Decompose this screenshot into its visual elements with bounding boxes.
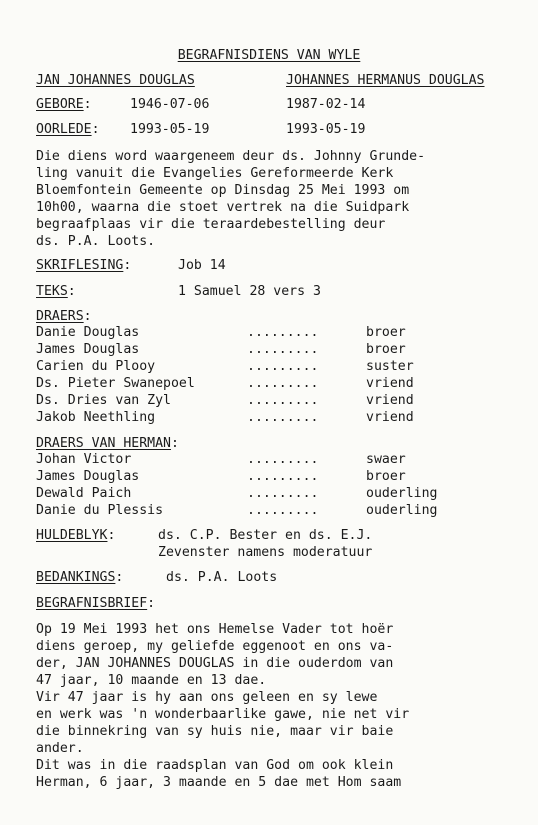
born-colon: : <box>83 97 92 112</box>
herman-bearer-name: Danie du Plessis <box>36 503 164 518</box>
thanks-heading <box>36 570 123 586</box>
bearer-dots: ......... <box>247 359 319 374</box>
name-johannes: JOHANNES HERMANUS DOUGLAS <box>286 73 485 88</box>
scripture-value: Job 14 <box>178 258 226 273</box>
bearer-dots: ......... <box>247 376 319 391</box>
service-line: Bloemfontein Gemeente op Dinsdag 25 Mei 1993 om <box>36 183 410 198</box>
letter-line: Op 19 Mei 1993 het ons Hemelse Vader tot hoër <box>36 622 394 637</box>
letter-label: BEGRAFNISBRIEF <box>36 596 148 611</box>
herman-bearers-colon: : <box>170 436 179 451</box>
herman-bearer-name: James Douglas <box>36 469 140 484</box>
bearer-relation: vriend <box>366 410 414 425</box>
herman-bearers-heading <box>36 436 179 452</box>
bearer-relation: suster <box>366 359 414 374</box>
herman-bearer-name: Johan Victor <box>36 452 132 467</box>
died-date-jan: 1993-05-19 <box>130 122 210 137</box>
thanks-colon: : <box>115 570 124 585</box>
bearer-dots: ......... <box>247 342 319 357</box>
herman-bearer-dots: ......... <box>247 503 319 518</box>
scripture-label-row <box>36 258 131 274</box>
text-value: 1 Samuel 28 vers 3 <box>178 284 321 299</box>
bearer-relation: vriend <box>366 376 414 391</box>
name-jan: JAN JOHANNES DOUGLAS <box>36 73 195 88</box>
bearer-relation: vriend <box>366 393 414 408</box>
tribute-heading <box>36 528 115 544</box>
scripture-label: SKRIFLESING <box>36 258 124 273</box>
died-row <box>36 122 100 138</box>
letter-line: diens geroep, my geliefde eggenoot en ons va- <box>36 639 394 654</box>
herman-bearer-relation: swaer <box>366 452 406 467</box>
born-date-jan: 1946-07-06 <box>130 97 210 112</box>
letter-line: en werk was 'n wonderbaarlike gawe, nie net vir <box>36 707 410 722</box>
herman-bearer-dots: ......... <box>247 469 319 484</box>
bearers-colon: : <box>83 309 92 324</box>
born-label: GEBORE <box>36 97 84 112</box>
thanks-label: BEDANKINGS <box>36 570 116 585</box>
bearer-dots: ......... <box>247 393 319 408</box>
service-line: ds. P.A. Loots. <box>36 234 156 249</box>
died-label: OORLEDE <box>36 122 92 137</box>
herman-bearer-dots: ......... <box>247 452 319 467</box>
letter-line: 47 jaar, 10 maande en 13 dae. <box>36 673 267 688</box>
document-title: BEGRAFNISDIENS VAN WYLE <box>177 48 361 63</box>
letter-line: Dit was in die raadsplan van God om ook klein <box>36 758 394 773</box>
text-label-row <box>36 284 76 300</box>
text-colon: : <box>67 284 76 299</box>
bearer-name: James Douglas <box>36 342 140 357</box>
bearer-name: Ds. Pieter Swanepoel <box>36 376 195 391</box>
bearer-dots: ......... <box>247 410 319 425</box>
herman-bearer-dots: ......... <box>247 486 319 501</box>
letter-line: ander. <box>36 741 84 756</box>
herman-bearer-relation: ouderling <box>366 486 438 501</box>
herman-bearer-relation: broer <box>366 469 406 484</box>
bearer-relation: broer <box>366 325 406 340</box>
herman-bearers-label: DRAERS VAN HERMAN <box>36 436 171 451</box>
herman-bearer-name: Dewald Paich <box>36 486 132 501</box>
letter-line: der, JAN JOHANNES DOUGLAS in die ouderdom van <box>36 656 394 671</box>
tribute-label: HULDEBLYK <box>36 528 108 543</box>
died-date-johannes: 1993-05-19 <box>286 122 366 137</box>
letter-line: Vir 47 jaar is hy aan ons geleen en sy lewe <box>36 690 378 705</box>
bearer-name: Jakob Neethling <box>36 410 156 425</box>
tribute-line: Zevenster namens moderatuur <box>158 545 373 560</box>
service-line: 10h00, waarna die stoet vertrek na die Suidpark <box>36 200 410 215</box>
service-line: ling vanuit die Evangelies Gereformeerde Kerk <box>36 166 394 181</box>
scripture-colon: : <box>123 258 132 273</box>
bearer-name: Ds. Dries van Zyl <box>36 393 171 408</box>
thanks-value: ds. P.A. Loots <box>166 570 278 585</box>
service-line: Die diens word waargeneem deur ds. Johnny Grunde- <box>36 149 426 164</box>
born-row <box>36 97 92 113</box>
died-colon: : <box>91 122 100 137</box>
text-label: TEKS <box>36 284 68 299</box>
letter-line: Herman, 6 jaar, 3 maande en 5 dae met Hom saam <box>36 775 402 790</box>
tribute-colon: : <box>107 528 116 543</box>
herman-bearer-relation: ouderling <box>366 503 438 518</box>
bearers-heading <box>36 309 92 325</box>
bearers-label: DRAERS <box>36 309 84 324</box>
bearer-relation: broer <box>366 342 406 357</box>
bearer-dots: ......... <box>247 325 319 340</box>
letter-line: die binnekring van sy huis nie, maar vir baie <box>36 724 394 739</box>
bearer-name: Carien du Plooy <box>36 359 156 374</box>
bearer-name: Danie Douglas <box>36 325 140 340</box>
born-date-johannes: 1987-02-14 <box>286 97 366 112</box>
letter-heading <box>36 596 155 612</box>
tribute-line: ds. C.P. Bester en ds. E.J. <box>158 528 373 543</box>
service-line: begraafplaas vir die teraardebestelling deur <box>36 217 386 232</box>
letter-colon: : <box>147 596 156 611</box>
